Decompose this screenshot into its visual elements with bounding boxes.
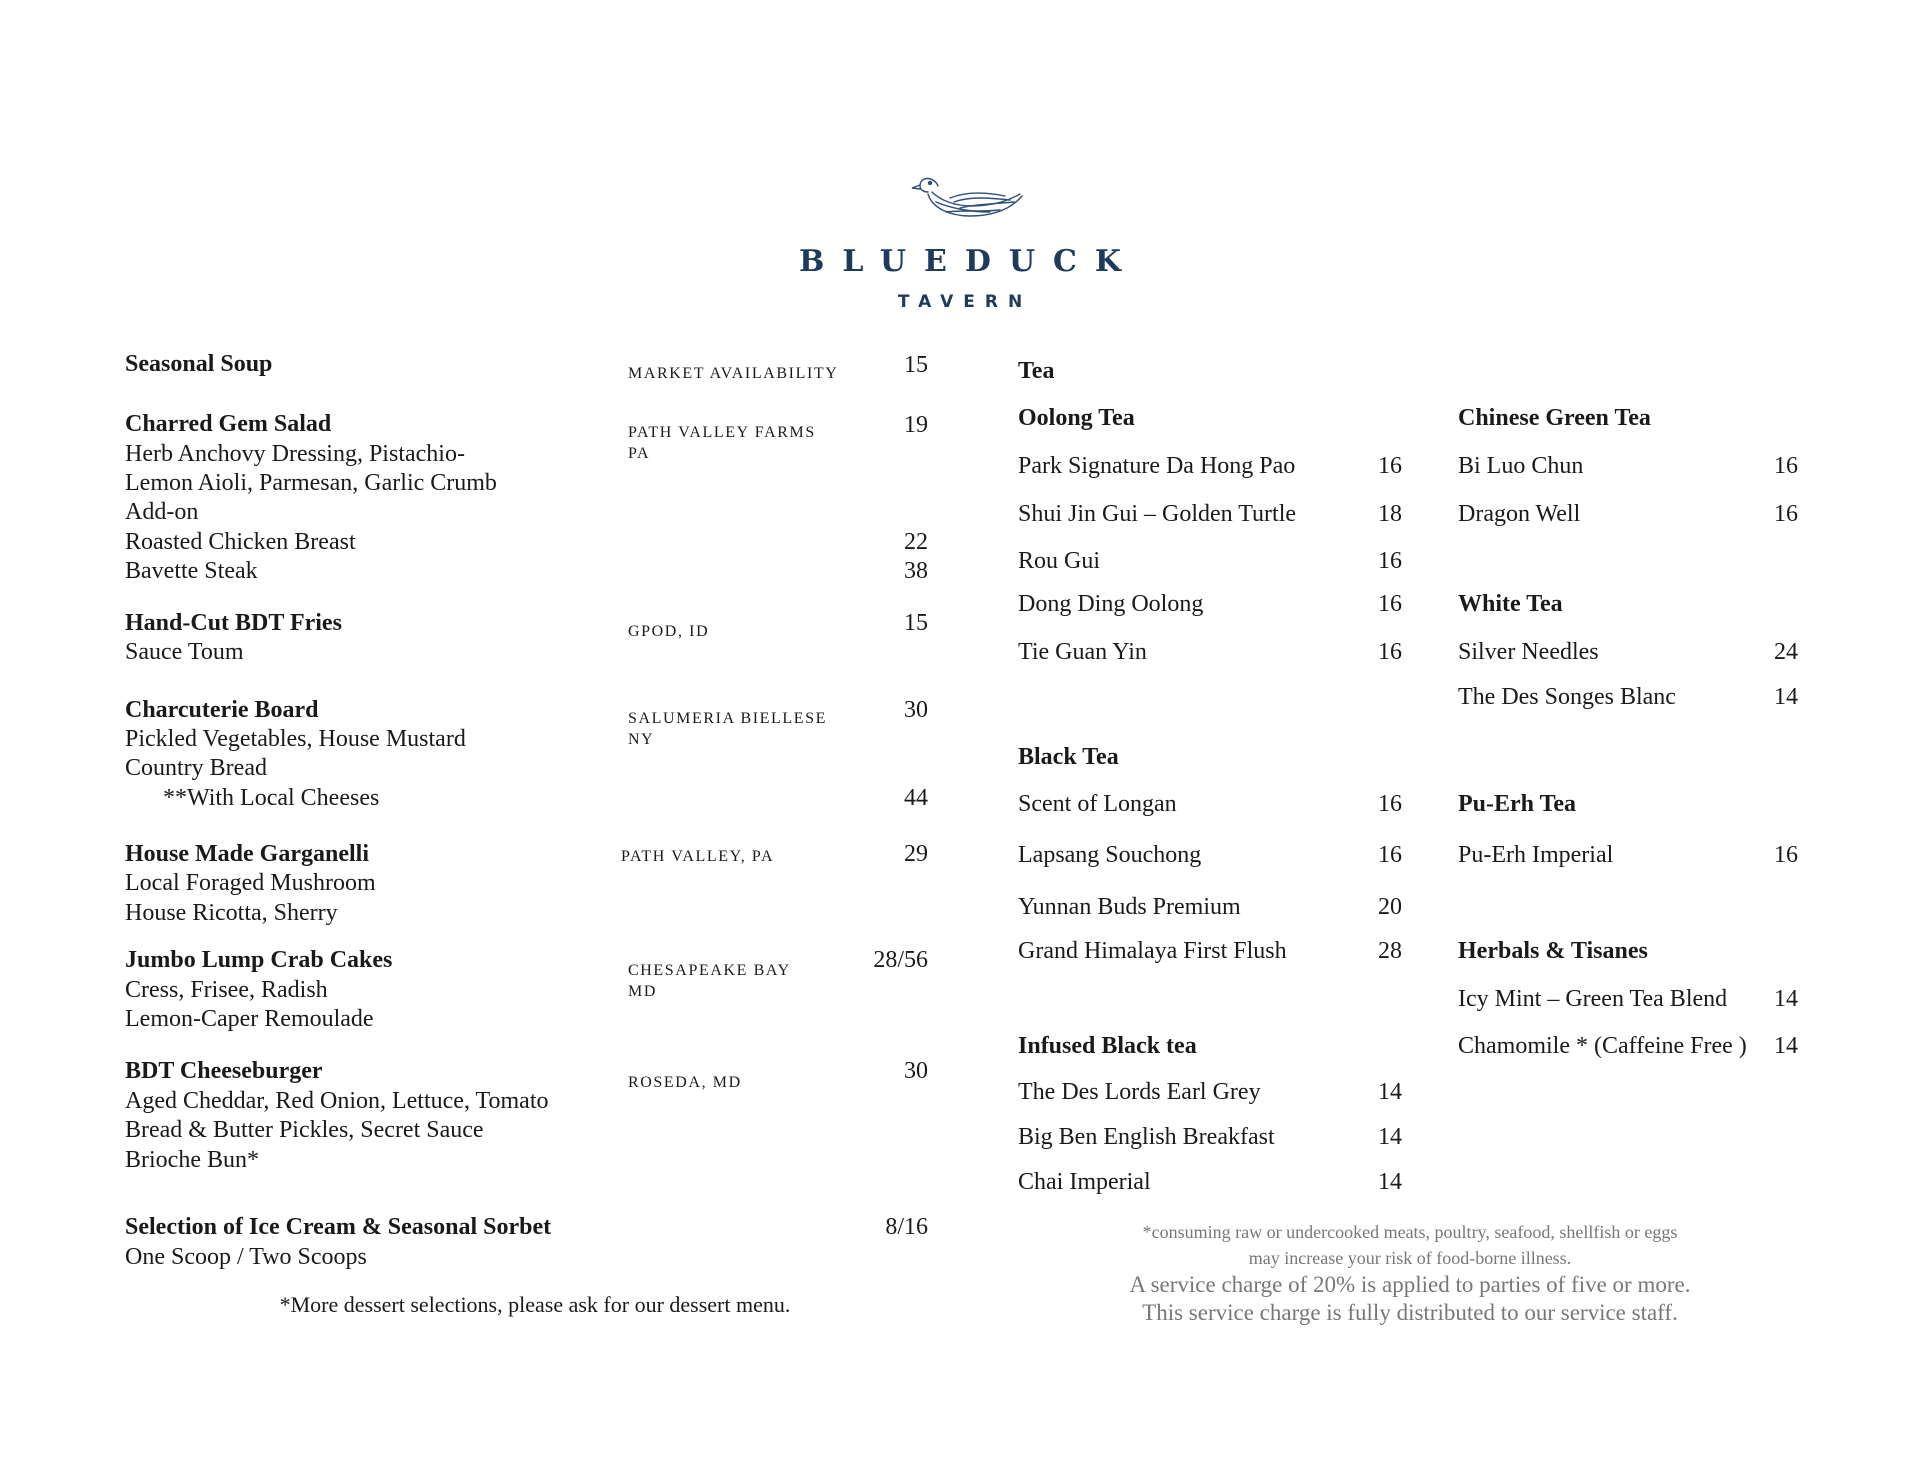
service-charge-note: This service charge is fully distributed to our service staff. <box>1142 1300 1678 1325</box>
menu-item-name: House Made Garganelli <box>125 841 369 867</box>
tea-item-name: Pu-Erh Imperial <box>1458 842 1614 868</box>
tea-item-name: Dong Ding Oolong <box>1018 591 1204 617</box>
menu-item-description: Bread & Butter Pickles, Secret Sauce <box>125 1117 484 1143</box>
menu-item-source: CHESAPEAKE BAY <box>628 962 791 979</box>
tea-section-title: White Tea <box>1458 591 1563 617</box>
menu-item-description: Herb Anchovy Dressing, Pistachio- <box>125 441 465 467</box>
menu-item-source: PATH VALLEY, PA <box>621 848 775 865</box>
menu-item-description: Aged Cheddar, Red Onion, Lettuce, Tomato <box>125 1088 549 1114</box>
menu-item-description: One Scoop / Two Scoops <box>125 1244 367 1270</box>
menu-item-source: NY <box>628 731 655 748</box>
tea-item-price: 16 <box>1378 791 1402 817</box>
tea-section-title: Black Tea <box>1018 744 1119 770</box>
tea-item-name: Icy Mint – Green Tea Blend <box>1458 986 1728 1012</box>
duck-icon <box>910 172 1026 222</box>
menu-item-price: 30 <box>904 1058 928 1084</box>
tea-item-name: Silver Needles <box>1458 639 1599 665</box>
tea-item-price: 24 <box>1774 639 1798 665</box>
menu-item-description: Cress, Frisee, Radish <box>125 977 328 1003</box>
tea-item-price: 14 <box>1378 1124 1402 1150</box>
menu-item-price: 28/56 <box>873 947 928 973</box>
tea-item-name: Tie Guan Yin <box>1018 639 1147 665</box>
tea-item-price: 16 <box>1378 639 1402 665</box>
tea-item-name: The Des Songes Blanc <box>1458 684 1676 710</box>
tea-item-name: Chai Imperial <box>1018 1169 1151 1195</box>
menu-item-addon-label: Add-on <box>125 499 199 525</box>
menu-item-price: 30 <box>904 697 928 723</box>
menu-item-description: Pickled Vegetables, House Mustard <box>125 726 466 752</box>
tea-section-title: Oolong Tea <box>1018 405 1135 431</box>
menu-item-source: MARKET AVAILABILITY <box>628 365 839 382</box>
tea-title: Tea <box>1018 358 1055 384</box>
menu-item-source: PA <box>628 445 651 462</box>
tea-item-name: Bi Luo Chun <box>1458 453 1584 479</box>
menu-item-name: Charred Gem Salad <box>125 411 332 437</box>
tea-item-name: Grand Himalaya First Flush <box>1018 938 1287 964</box>
tea-item-price: 16 <box>1378 548 1402 574</box>
addon-price: 22 <box>904 529 928 555</box>
menu-item-description: Local Foraged Mushroom <box>125 870 376 896</box>
tea-item-price: 16 <box>1774 842 1798 868</box>
menu-item-extra: **With Local Cheeses <box>163 785 380 811</box>
tea-item-price: 16 <box>1774 453 1798 479</box>
tea-item-price: 16 <box>1378 591 1402 617</box>
menu-item-description: House Ricotta, Sherry <box>125 900 338 926</box>
tea-item-price: 16 <box>1774 501 1798 527</box>
tea-section-title: Herbals & Tisanes <box>1458 938 1648 964</box>
menu-item-extra-price: 44 <box>904 785 928 811</box>
tea-item-price: 14 <box>1378 1079 1402 1105</box>
menu-item-description: Sauce Toum <box>125 639 244 665</box>
tea-item-price: 16 <box>1378 453 1402 479</box>
menu-item-description: Lemon-Caper Remoulade <box>125 1006 374 1032</box>
tea-item-name: Big Ben English Breakfast <box>1018 1124 1275 1150</box>
menu-item-price: 15 <box>904 352 928 378</box>
tea-item-price: 20 <box>1378 894 1402 920</box>
tea-item-price: 14 <box>1774 1033 1798 1059</box>
menu-item-name: Jumbo Lump Crab Cakes <box>125 947 393 973</box>
tea-item-name: The Des Lords Earl Grey <box>1018 1079 1261 1105</box>
menu-item-source: MD <box>628 983 657 1000</box>
addon-name: Roasted Chicken Breast <box>125 529 356 555</box>
menu-item-source: SALUMERIA BIELLESE <box>628 710 828 727</box>
menu-item-name: Seasonal Soup <box>125 351 273 377</box>
menu-item-name: Selection of Ice Cream & Seasonal Sorbet <box>125 1214 552 1240</box>
menu-item-price: 8/16 <box>885 1214 928 1240</box>
menu-item-name: Charcuterie Board <box>125 697 319 723</box>
health-warning: may increase your risk of food-borne illness. <box>1248 1248 1572 1268</box>
tea-section-title: Infused Black tea <box>1018 1033 1197 1059</box>
menu-item-description: Country Bread <box>125 755 267 781</box>
menu-item-name: Hand-Cut BDT Fries <box>125 610 342 636</box>
tea-item-price: 16 <box>1378 842 1402 868</box>
menu-item-price: 15 <box>904 610 928 636</box>
health-warning: *consuming raw or undercooked meats, poultry, seafood, shellfish or eggs <box>1142 1222 1678 1242</box>
tea-item-name: Dragon Well <box>1458 501 1581 527</box>
tea-item-price: 14 <box>1774 684 1798 710</box>
tea-item-name: Lapsang Souchong <box>1018 842 1202 868</box>
tea-item-price: 28 <box>1378 938 1402 964</box>
service-charge-note: A service charge of 20% is applied to parties of five or more. <box>1129 1272 1691 1297</box>
addon-name: Bavette Steak <box>125 558 258 584</box>
tea-item-name: Scent of Longan <box>1018 791 1177 817</box>
tea-item-name: Rou Gui <box>1018 548 1101 574</box>
menu-item-source: ROSEDA, MD <box>628 1074 742 1091</box>
tea-item-price: 18 <box>1378 501 1402 527</box>
menu-item-name: BDT Cheeseburger <box>125 1058 323 1084</box>
dessert-note: *More dessert selections, please ask for our dessert menu. <box>279 1292 791 1317</box>
menu-item-price: 29 <box>904 841 928 867</box>
addon-price: 38 <box>904 558 928 584</box>
brand-name: BLUEDUCK <box>799 244 1139 279</box>
brand-subtitle: TAVERN <box>897 292 1033 312</box>
tea-item-price: 14 <box>1378 1169 1402 1195</box>
tea-section-title: Chinese Green Tea <box>1458 405 1651 431</box>
tea-item-name: Park Signature Da Hong Pao <box>1018 453 1296 479</box>
menu-item-description: Lemon Aioli, Parmesan, Garlic Crumb <box>125 470 497 496</box>
tea-item-price: 14 <box>1774 986 1798 1012</box>
menu-item-description: Brioche Bun* <box>125 1147 259 1173</box>
menu-item-price: 19 <box>904 412 928 438</box>
tea-item-name: Chamomile * (Caffeine Free ) <box>1458 1033 1747 1059</box>
menu-item-source: GPOD, ID <box>628 623 710 640</box>
tea-item-name: Yunnan Buds Premium <box>1018 894 1241 920</box>
tea-item-name: Shui Jin Gui – Golden Turtle <box>1018 501 1297 527</box>
menu-item-source: PATH VALLEY FARMS <box>628 424 816 441</box>
tea-section-title: Pu-Erh Tea <box>1458 791 1577 817</box>
